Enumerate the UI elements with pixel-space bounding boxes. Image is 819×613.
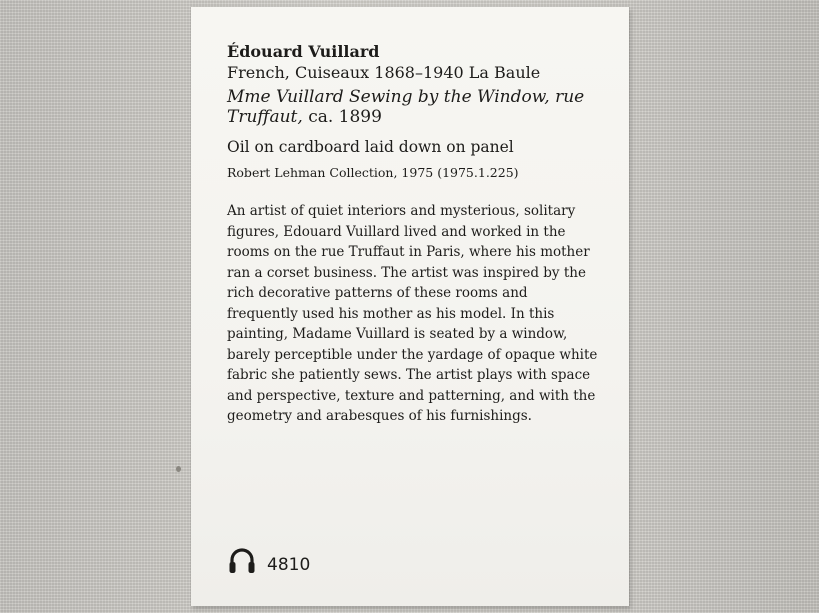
headphones-icon xyxy=(227,545,257,575)
wall-speck xyxy=(176,466,181,472)
artist-name: Édouard Vuillard xyxy=(227,42,380,61)
artist-nationality-dates: French, Cuiseaux 1868–1940 La Baule xyxy=(227,63,541,82)
artwork-medium: Oil on cardboard laid down on panel xyxy=(227,138,514,156)
artwork-title: Mme Vuillard Sewing by the Window, rue Truffaut, xyxy=(227,87,585,127)
credit-line: Robert Lehman Collection, 1975 (1975.1.225) xyxy=(227,165,519,180)
audio-guide xyxy=(227,545,310,575)
museum-label-card xyxy=(191,7,629,606)
artwork-date: ca. 1899 xyxy=(308,107,382,127)
artwork-title-line xyxy=(227,87,599,127)
artwork-description: An artist of quiet interiors and mysterious, solitary figures, Edouard Vuillard lived and worked in the rooms on the rue Truffaut in Paris, where his mother ran a corset business. The artist was inspired by the rich decorative patterns of these rooms and frequently used his mother as his model. In this painting, Madame Vuillard is seated by a window, barely perceptible under the yardage of opaque white fabric she patiently sews. The artist plays with space and perspective, texture and patterning, and with the geometry and arabesques of his furnishings. xyxy=(227,203,598,424)
audio-guide-number: 4810 xyxy=(267,555,311,575)
